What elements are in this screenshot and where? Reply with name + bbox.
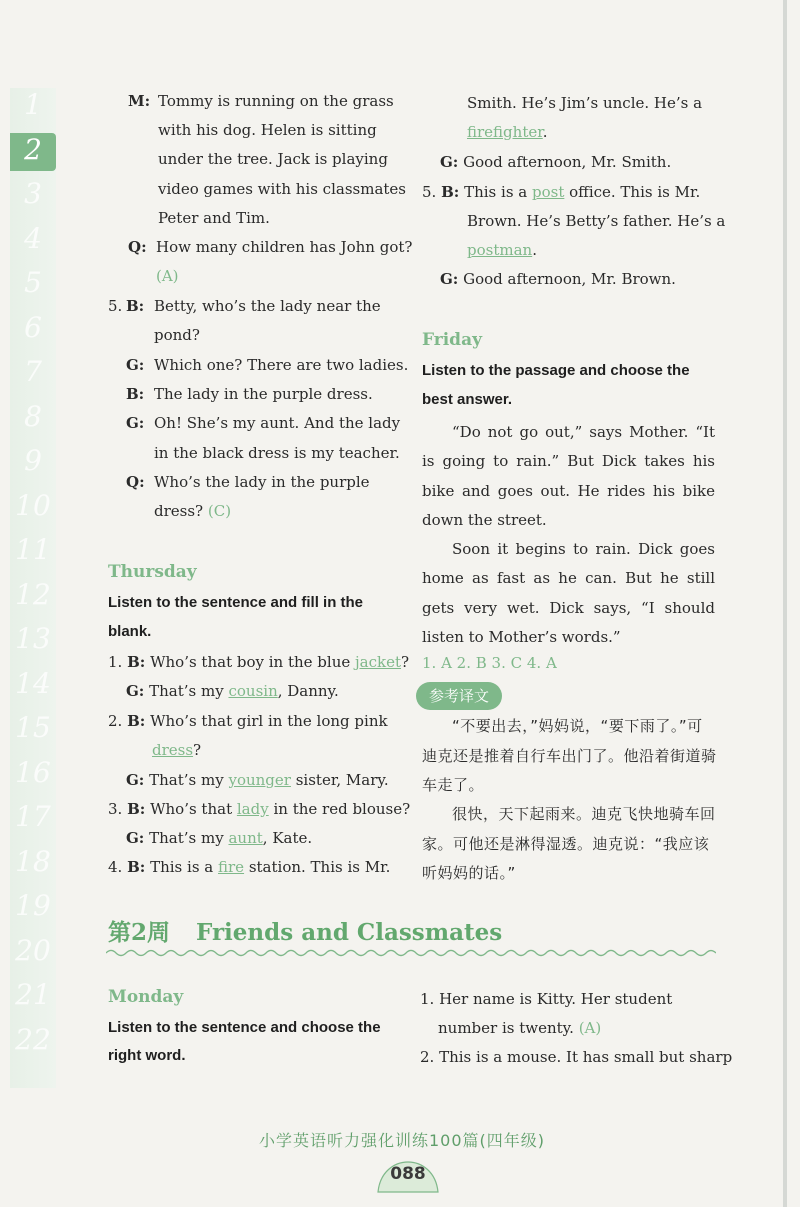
speaker-b: B: bbox=[126, 297, 145, 315]
week-tab-3: 3 bbox=[24, 177, 42, 210]
thursday-item-2-reply: G: That’s my younger sister, Mary. bbox=[126, 771, 389, 789]
m-line-3: under the tree. Jack is playing bbox=[158, 150, 388, 168]
translation-paragraph-2: 很快，天下起雨来。迪克飞快地骑车回家。可他还是淋得湿透。迪克说：“我应该听妈妈的话。” bbox=[422, 805, 716, 882]
thursday-item-1-reply: G: That’s my cousin, Danny. bbox=[126, 682, 339, 700]
thursday-instruction-2: blank. bbox=[108, 623, 152, 640]
speaker-m: M: bbox=[128, 92, 151, 110]
week-tab-6: 6 bbox=[24, 310, 42, 344]
q4-question: How many children has John got? bbox=[156, 238, 413, 256]
week-tab-2: 2 bbox=[10, 133, 56, 171]
m-line-5: Peter and Tim. bbox=[158, 209, 270, 227]
week-tab-7: 7 bbox=[24, 355, 42, 388]
i5-b2: The lady in the purple dress. bbox=[154, 385, 373, 403]
t4-cont-line-2: firefighter. bbox=[467, 123, 548, 141]
friday-instruction-1: Listen to the passage and choose the bbox=[422, 362, 690, 379]
monday-item-1-cont: number is twenty. (A) bbox=[438, 1019, 602, 1037]
blank-answer: younger bbox=[228, 771, 291, 789]
week-tab-11: 11 bbox=[15, 533, 51, 566]
blank-answer: aunt bbox=[228, 829, 263, 847]
week-heading bbox=[108, 914, 502, 947]
thursday-item-4: 4. B: This is a fire station. This is Mr. bbox=[108, 858, 391, 876]
thursday-item-3: 3. B: Who’s that lady in the red blouse? bbox=[108, 800, 411, 818]
passage-paragraph-2: Soon it begins to rain. Dick goes home as fast as he can. But he still gets very wet. Dick says, “I should listen to Mother’s words.” bbox=[422, 540, 715, 646]
m-line-4: video games with his classmates bbox=[158, 180, 406, 198]
m-line-1: Tommy is running on the grass bbox=[158, 92, 394, 110]
week-tab-strip bbox=[10, 88, 56, 1088]
translation-badge: 参考译文 bbox=[416, 682, 502, 710]
blank-answer: fire bbox=[218, 858, 245, 876]
passage-paragraph-1: “Do not go out,” says Mother. “It is going to rain.” But Dick takes his bike and goes out. He rides his bike down the street. bbox=[422, 423, 715, 529]
item-5-number: 5. bbox=[108, 297, 123, 315]
thursday-item-5: 5. B: This is a post office. This is Mr. bbox=[422, 183, 701, 201]
wavy-divider bbox=[106, 948, 716, 958]
t5-cont: Brown. He’s Betty’s father. He’s a bbox=[467, 212, 726, 230]
thursday-item-1: 1. B: Who’s that boy in the blue jacket? bbox=[108, 653, 410, 671]
week-tab-1: 1 bbox=[24, 88, 42, 121]
week-tab-8: 8 bbox=[24, 399, 42, 433]
book-title-footer: 小学英语听力强化训练100篇(四年级) bbox=[258, 1131, 546, 1150]
week-tab-18: 18 bbox=[15, 844, 51, 878]
monday-item-2: 2. This is a mouse. It has small but sharp bbox=[420, 1048, 733, 1066]
week-tab-5: 5 bbox=[24, 266, 42, 299]
monday-instruction-1: Listen to the sentence and choose the bbox=[108, 1019, 381, 1036]
friday-answers: 1. A 2. B 3. C 4. A bbox=[422, 654, 557, 672]
t5-cont-2: postman. bbox=[467, 241, 537, 259]
q4-answer: (A) bbox=[156, 267, 179, 285]
week-tab-13: 13 bbox=[15, 622, 51, 655]
i5-b-line-2: pond? bbox=[154, 326, 200, 344]
friday-heading: Friday bbox=[422, 330, 482, 350]
week-tab-20: 20 bbox=[15, 933, 51, 967]
week-tab-14: 14 bbox=[15, 666, 51, 700]
blank-answer: cousin bbox=[228, 682, 278, 700]
speaker-g: G: bbox=[126, 414, 145, 432]
week-tab-4: 4 bbox=[24, 221, 42, 255]
i5-g2-line-2: in the black dress is my teacher. bbox=[154, 444, 400, 462]
thursday-item-2-cont: dress? bbox=[152, 741, 202, 759]
t4-cont-line: Smith. He’s Jim’s uncle. He’s a bbox=[467, 94, 703, 112]
blank-answer: dress bbox=[152, 741, 194, 759]
week-tab-21: 21 bbox=[15, 978, 51, 1011]
blank-answer: postman bbox=[467, 241, 533, 259]
thursday-item-3-reply: G: That’s my aunt, Kate. bbox=[126, 829, 313, 847]
page-number: 088 bbox=[390, 1164, 426, 1184]
speaker-b: B: bbox=[126, 385, 145, 403]
week-label: 第2周 bbox=[108, 919, 171, 946]
m-line-2: with his dog. Helen is sitting bbox=[158, 121, 377, 139]
translation-paragraph-1: “不要出去，”妈妈说，“要下雨了。”可迪克还是推着自行车出门了。他沿着街道骑车走了。 bbox=[422, 717, 717, 794]
t5-reply: G: Good afternoon, Mr. Brown. bbox=[440, 270, 676, 288]
friday-instruction-2: best answer. bbox=[422, 391, 513, 408]
speaker-q: Q: bbox=[128, 238, 147, 256]
blank-answer: post bbox=[532, 183, 565, 201]
i5-b-line-1: Betty, who’s the lady near the bbox=[154, 297, 381, 315]
i5-q-answer: (C) bbox=[207, 502, 232, 520]
monday-heading: Monday bbox=[108, 987, 184, 1007]
i5-g2-line-1: Oh! She’s my aunt. And the lady bbox=[154, 414, 401, 432]
week-tab-22: 22 bbox=[15, 1022, 51, 1056]
blank-answer: lady bbox=[236, 800, 269, 818]
thursday-item-2: 2. B: Who’s that girl in the long pink bbox=[108, 712, 388, 730]
speaker-g: G: bbox=[126, 356, 145, 374]
monday-instruction-2: right word. bbox=[108, 1047, 186, 1064]
week-tab-9: 9 bbox=[24, 444, 42, 477]
monday-item-1: 1. Her name is Kitty. Her student bbox=[420, 990, 673, 1008]
week-tab-17: 17 bbox=[15, 800, 51, 833]
thursday-instruction-1: Listen to the sentence and fill in the bbox=[108, 594, 364, 611]
page-edge bbox=[783, 0, 787, 1207]
week-tab-19: 19 bbox=[15, 889, 51, 922]
week-tab-16: 16 bbox=[15, 755, 51, 789]
speaker-q: Q: bbox=[126, 473, 145, 491]
blank-answer: jacket bbox=[355, 653, 402, 671]
monday-item-1-answer: (A) bbox=[578, 1019, 602, 1037]
t4-reply: G: Good afternoon, Mr. Smith. bbox=[440, 153, 672, 171]
week-tab-15: 15 bbox=[15, 711, 51, 744]
i5-q-line-2: dress? (C) bbox=[154, 502, 232, 520]
i5-q-line-1: Who’s the lady in the purple bbox=[154, 473, 370, 491]
week-tab-12: 12 bbox=[15, 577, 51, 611]
page-number-badge bbox=[374, 1158, 442, 1194]
thursday-heading: Thursday bbox=[108, 562, 197, 582]
week-tab-10: 10 bbox=[15, 488, 51, 522]
week-title: Friends and Classmates bbox=[196, 919, 503, 946]
blank-answer: firefighter bbox=[467, 123, 543, 141]
i5-g1: Which one? There are two ladies. bbox=[154, 356, 409, 374]
